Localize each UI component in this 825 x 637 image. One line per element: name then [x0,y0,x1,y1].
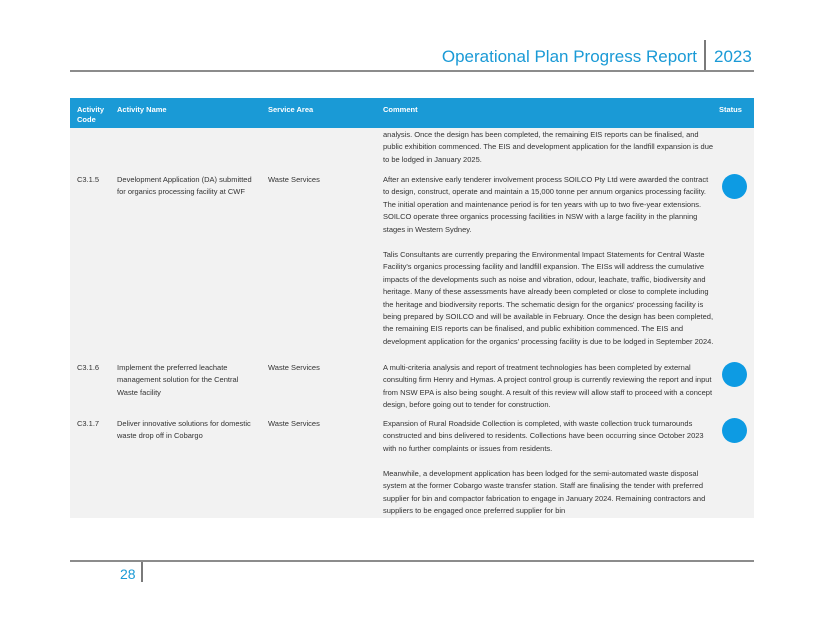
status-indicator [722,362,747,387]
activity-name: Development Application (DA) submitted for organics processing facility at CWF [117,175,252,197]
activity-code: C3.1.5 [77,175,100,184]
comment-continuation: analysis. Once the design has been completed, the remaining EIS reports can be finalised, and public exhibition commenced. The EIS and development application for the landfill expansion is due to be lodged in January 2025. [383,130,714,164]
footer-rule [70,560,754,562]
activity-code: C3.1.7 [77,419,100,428]
activity-name: Implement the preferred leachate management solution for the Central Waste facility [117,363,239,397]
activity-table [70,98,754,518]
service-area: Waste Services [268,419,320,428]
header-separator [704,40,706,72]
header-status: Status [719,105,742,114]
footer-separator [141,562,143,582]
comment-paragraph: Talis Consultants are currently preparing the Environmental Impact Statements for Central Waste Facility's organics processing facility and landfill expansion. The EISs will address the cumulative impacts of the developments such as noise and vibration, odour, leachate, traffic, biodiversity and heritage. Many of these assessments have already been completed or close to complete including the heritage and biodiversity reports. The schematic design for the organics' processing facility is being prepared by SOILCO and will be available in February. Once the design has been completed, the remaining EIS reports can be finalised, and public exhibition commenced. The EIS and development application for the organics' processing facility is due to be lodged in September 2024. [383,250,714,346]
activity-name: Deliver innovative solutions for domestic waste drop off in Cobargo [117,419,251,441]
status-indicator [722,174,747,199]
activity-code: C3.1.6 [77,363,100,372]
page-number: 28 [120,566,136,582]
comment-paragraph: A multi-criteria analysis and report of treatment technologies has been completed by external consulting firm Henry and Hymas. A project control group is currently reviewing the report and input from NSW EPA is also being sought. A result of this review will allow staff to proceed with a concept design, before going out to tender for construction. [383,363,713,410]
header-activity-name: Activity Name [117,105,167,114]
report-title: Operational Plan Progress Report [441,47,697,66]
table-header [70,98,754,128]
header-service-area: Service Area [268,105,314,114]
status-indicator [722,418,747,443]
service-area: Waste Services [268,175,320,184]
header-comment: Comment [383,105,418,114]
comment-paragraph: After an extensive early tenderer involvement process SOILCO Pty Ltd were awarded the contract to design, construct, operate and maintain a 15,000 tonne per annum organics processing facility. The initial operation and maintenance period is for ten years with up to two five-year extensions. SOILCO operate three organics processing facilities in NSW with a large facility in the planning stages in Western Sydney. [383,175,709,234]
comment-paragraph: Expansion of Rural Roadside Collection is completed, with waste collection truck turnarounds constructed and bins delivered to residents. Collections have been occurring since October 2023 with no further complaints or issues from residents. [383,419,704,453]
comment-paragraph: Meanwhile, a development application has been lodged for the semi-automated waste disposal system at the former Cobargo waste transfer station. Staff are finalising the tender with preferred supplier for bin and compactor fabrication to engage in January 2024. Remaining contractors and suppliers to be engaged once preferred supplier for bin [383,469,706,516]
header-rule [70,70,754,72]
report-year: 2023 [714,47,752,66]
service-area: Waste Services [268,363,320,372]
header-activity-code: Activity Code [77,105,105,124]
